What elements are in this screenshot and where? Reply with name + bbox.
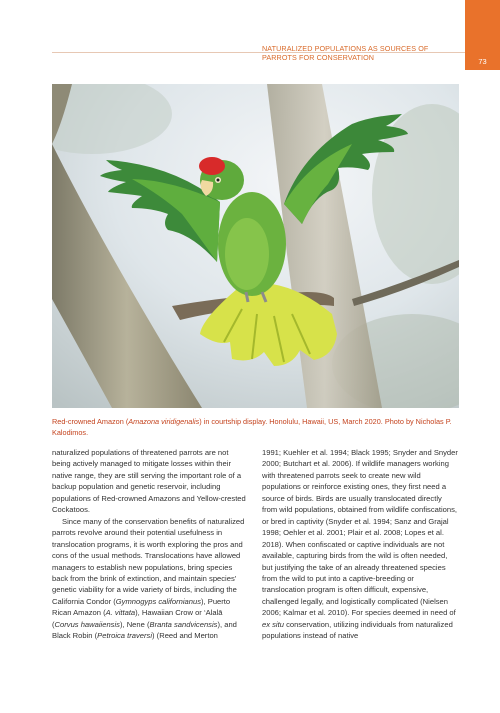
text-run: ), Nene ( [119, 619, 150, 629]
running-head-line-1: NATURALIZED POPULATIONS AS SOURCES OF [262, 44, 429, 53]
page-number: 73 [478, 57, 487, 66]
figure-caption [52, 417, 460, 438]
body-column-left [52, 447, 248, 642]
caption-suffix: ) in courtship display. Honolulu, Hawaii, US, March 2020. Photo by Nicholas P. Kalodimos. [52, 417, 452, 437]
species-name: Petroica traversi [97, 631, 153, 641]
body-column-right [262, 447, 458, 642]
text-run: conservation, utilizing individuals from naturalized populations instead of native [262, 619, 453, 641]
text-run: ), Hawaiian Crow or ‘Alalā ( [52, 608, 223, 629]
text-run: ), and Black Robin ( [52, 619, 237, 641]
species-name: A. vittata [105, 608, 136, 618]
text-run: ) (Reed and Merton [152, 631, 218, 641]
caption-species: Amazona viridigenalis [128, 417, 200, 426]
species-name: Corvus hawaiiensis [54, 619, 120, 629]
text-run: ), Puerto Rican Amazon ( [52, 596, 231, 618]
text-run: Since many of the conservation benefits of naturalized parrots revolve around their potential usefulness in translocation programs, it is worth exploring the pros and cons of the usual methods. Translocations have allowed managers to establish new populations, bring species back from the brink of extinction, and maintain species' genetic viability for a wide variety of birds, including the California Condor ( [52, 516, 245, 606]
latin-term: ex situ [262, 619, 284, 629]
running-head-line-2: PARROTS FOR CONSERVATION [262, 53, 375, 62]
paragraph [52, 516, 248, 642]
text-run: 1991; Kuehler et al. 1994; Black 1995; Snyder and Snyder 2000; Butchart et al. 2006). If wildlife managers working with threatened parrots seek to create new wild populations or reinforce existing ones, they first need a source of birds. Birds are usually translocated directly from wild populations, obtained from wildlife confiscations, or bred in captivity (Snyder et al. 1994; Sanz and Grajal 1998; Oehler et al. 2001; Plair et al. 2008; Lopes et al. 2018). When confiscated or captive individuals are not available, capturing birds from the wild is often needed, but justifying the take of an already threatened species from the wild to put into a captive-breeding or translocation program is often difficult, expensive, challenged legally, and logistically complicated (Nielsen 2006; Kalmar et al. 2010). For species deemed in need of [262, 448, 458, 618]
species-name: Gymnogyps californianus [115, 596, 201, 606]
species-name: Branta sandvicensis [149, 619, 218, 629]
caption-prefix: Red-crowned Amazon ( [52, 417, 129, 426]
parrot-photo [52, 84, 459, 408]
running-head [262, 44, 462, 62]
paragraph: naturalized populations of threatened parrots are not being actively managed to mitigate losses within their native range, they are still serving the important role of a backup population and genetic reservoir, including populations of Red-crowned Amazons and Yellow-crested Cockatoos. [52, 448, 246, 515]
paragraph [262, 447, 458, 642]
